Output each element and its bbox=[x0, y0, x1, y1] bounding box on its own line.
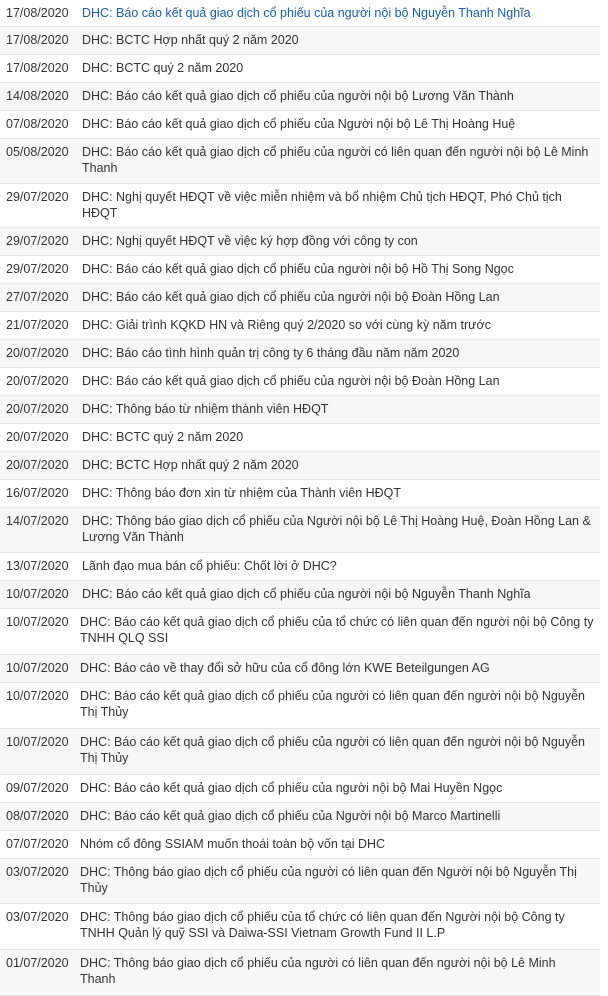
news-row[interactable] bbox=[0, 139, 600, 184]
news-date: 03/07/2020 bbox=[6, 865, 69, 879]
news-date: 08/07/2020 bbox=[6, 809, 69, 823]
news-row[interactable] bbox=[0, 184, 600, 228]
news-row[interactable] bbox=[0, 83, 600, 111]
news-title-link[interactable]: Lãnh đạo mua bán cổ phiếu: Chốt lời ở DHC? bbox=[82, 559, 337, 573]
news-title-link[interactable]: DHC: Nghị quyết HĐQT về việc miễn nhiệm và bổ nhiệm Chủ tịch HĐQT, Phó Chủ tịch HĐQT bbox=[82, 190, 562, 220]
news-date: 01/07/2020 bbox=[6, 956, 69, 970]
news-title-link[interactable]: DHC: Báo cáo kết quả giao dịch cổ phiếu của Người nội bộ Lê Thị Hoàng Huệ bbox=[82, 117, 516, 131]
news-title-link[interactable]: DHC: Thông báo đơn xin từ nhiệm của Thành viên HĐQT bbox=[82, 486, 402, 500]
news-row[interactable] bbox=[0, 904, 600, 950]
news-date: 09/07/2020 bbox=[6, 781, 69, 795]
news-row[interactable] bbox=[0, 775, 600, 803]
news-date: 10/07/2020 bbox=[6, 689, 69, 703]
news-title-link[interactable]: DHC: BCTC quý 2 năm 2020 bbox=[82, 61, 244, 75]
news-date: 27/07/2020 bbox=[6, 290, 69, 304]
news-date: 20/07/2020 bbox=[6, 430, 69, 444]
news-row[interactable] bbox=[0, 480, 600, 508]
news-row[interactable] bbox=[0, 111, 600, 139]
news-row[interactable] bbox=[0, 256, 600, 284]
news-title-link[interactable]: DHC: BCTC quý 2 năm 2020 bbox=[82, 430, 244, 444]
news-row[interactable] bbox=[0, 729, 600, 775]
news-title-link[interactable]: DHC: Báo cáo kết quả giao dịch cổ phiếu của người nội bộ Nguyễn Thanh Nghĩa bbox=[82, 6, 531, 20]
news-row[interactable] bbox=[0, 553, 600, 581]
news-title-link[interactable]: DHC: Thông báo giao dịch cổ phiếu của người có liên quan đến Người nội bộ Nguyễn Thị Thủy bbox=[80, 865, 577, 895]
news-row[interactable] bbox=[0, 424, 600, 452]
news-date: 20/07/2020 bbox=[6, 346, 69, 360]
news-title-link[interactable]: DHC: Báo cáo kết quả giao dịch cổ phiếu của người nội bộ Lương Văn Thành bbox=[82, 89, 514, 103]
news-row[interactable] bbox=[0, 368, 600, 396]
news-row[interactable] bbox=[0, 655, 600, 683]
news-title-link[interactable]: DHC: Báo cáo kết quả giao dịch cổ phiếu của người nội bộ Đoàn Hồng Lan bbox=[82, 290, 500, 304]
news-title-link[interactable]: DHC: Báo cáo kết quả giao dịch cổ phiếu của Người nội bộ Marco Martinelli bbox=[80, 809, 501, 823]
news-date: 16/07/2020 bbox=[6, 486, 69, 500]
news-row[interactable] bbox=[0, 340, 600, 368]
news-date: 17/08/2020 bbox=[6, 33, 69, 47]
news-date: 03/07/2020 bbox=[6, 910, 69, 924]
news-title-link[interactable]: DHC: Báo cáo tình hình quản trị công ty 6 tháng đầu năm năm 2020 bbox=[82, 346, 460, 360]
news-date: 13/07/2020 bbox=[6, 559, 69, 573]
news-date: 10/07/2020 bbox=[6, 615, 69, 629]
news-row[interactable] bbox=[0, 312, 600, 340]
news-title-link[interactable]: DHC: Thông báo giao dịch cổ phiếu của tổ chức có liên quan đến Người nội bộ Công ty TNHH Quản lý quỹ SSI và Daiwa-SSI Vietnam Growth Fund II L.P bbox=[80, 910, 565, 940]
news-title-link[interactable]: DHC: Báo cáo kết quả giao dịch cổ phiếu của người có liên quan đến người nội bộ Lê Minh Thanh bbox=[82, 145, 589, 175]
news-date: 10/07/2020 bbox=[6, 661, 69, 675]
news-date: 29/07/2020 bbox=[6, 234, 69, 248]
news-row[interactable] bbox=[0, 396, 600, 424]
news-row[interactable] bbox=[0, 508, 600, 553]
news-title-link[interactable]: DHC: Nghị quyết HĐQT về việc ký hợp đồng với công ty con bbox=[82, 234, 418, 248]
news-row[interactable] bbox=[0, 683, 600, 729]
news-date: 10/07/2020 bbox=[6, 587, 69, 601]
news-date: 10/07/2020 bbox=[6, 735, 69, 749]
news-row[interactable] bbox=[0, 609, 600, 655]
news-title-link[interactable]: DHC: Báo cáo kết quả giao dịch cổ phiếu của người có liên quan đến người nội bộ Nguyễn Thị Thủy bbox=[80, 735, 585, 765]
news-title-link[interactable]: DHC: Thông báo giao dịch cổ phiếu của Người nội bộ Lê Thị Hoàng Huệ, Đoàn Hồng Lan & Lương Văn Thành bbox=[82, 514, 591, 544]
news-date: 14/07/2020 bbox=[6, 514, 69, 528]
news-title-link[interactable]: DHC: Báo cáo kết quả giao dịch cổ phiếu của người nội bộ Mai Huyền Ngọc bbox=[80, 781, 503, 795]
news-title-link[interactable]: DHC: Báo cáo kết quả giao dịch cổ phiếu của người nội bộ Nguyễn Thanh Nghĩa bbox=[82, 587, 531, 601]
news-row[interactable] bbox=[0, 803, 600, 831]
news-row[interactable] bbox=[0, 452, 600, 480]
news-date: 17/08/2020 bbox=[6, 61, 69, 75]
news-date: 20/07/2020 bbox=[6, 374, 69, 388]
news-title-link[interactable]: DHC: Giải trình KQKD HN và Riêng quý 2/2020 so với cùng kỳ năm trước bbox=[82, 318, 491, 332]
news-title-link[interactable]: DHC: BCTC Hợp nhất quý 2 năm 2020 bbox=[82, 33, 299, 47]
news-row[interactable] bbox=[0, 284, 600, 312]
news-date: 29/07/2020 bbox=[6, 190, 69, 204]
news-title-link[interactable]: DHC: Báo cáo kết quả giao dịch cổ phiếu của tổ chức có liên quan đến người nội bộ Công ty TNHH QLQ SSI bbox=[80, 615, 594, 645]
news-title-link[interactable]: DHC: Báo cáo kết quả giao dịch cổ phiếu của người nội bộ Hồ Thị Song Ngọc bbox=[82, 262, 514, 276]
news-date: 07/07/2020 bbox=[6, 837, 69, 851]
news-date: 07/08/2020 bbox=[6, 117, 69, 131]
news-row[interactable] bbox=[0, 228, 600, 256]
news-date: 17/08/2020 bbox=[6, 6, 69, 20]
news-row[interactable] bbox=[0, 859, 600, 904]
news-date: 05/08/2020 bbox=[6, 145, 69, 159]
news-date: 21/07/2020 bbox=[6, 318, 69, 332]
news-row[interactable] bbox=[0, 55, 600, 83]
news-date: 20/07/2020 bbox=[6, 458, 69, 472]
news-date: 20/07/2020 bbox=[6, 402, 69, 416]
news-date: 29/07/2020 bbox=[6, 262, 69, 276]
news-row[interactable] bbox=[0, 831, 600, 859]
news-title-link[interactable]: DHC: Thông báo giao dịch cổ phiếu của người có liên quan đến người nội bộ Lê Minh Thanh bbox=[80, 956, 556, 986]
news-title-link[interactable]: DHC: Báo cáo kết quả giao dịch cổ phiếu của người có liên quan đến người nội bộ Nguyễn Thị Thủy bbox=[80, 689, 585, 719]
news-title-link[interactable]: Nhóm cổ đông SSIAM muốn thoái toàn bộ vốn tại DHC bbox=[80, 837, 386, 851]
news-date: 14/08/2020 bbox=[6, 89, 69, 103]
news-title-link[interactable]: DHC: Báo cáo về thay đổi sở hữu của cổ đông lớn KWE Beteilgungen AG bbox=[80, 661, 490, 675]
news-row[interactable] bbox=[0, 0, 600, 27]
news-row[interactable] bbox=[0, 27, 600, 55]
news-row[interactable] bbox=[0, 950, 600, 996]
news-title-link[interactable]: DHC: BCTC Hợp nhất quý 2 năm 2020 bbox=[82, 458, 299, 472]
news-title-link[interactable]: DHC: Thông báo từ nhiệm thành viên HĐQT bbox=[82, 402, 329, 416]
news-title-link[interactable]: DHC: Báo cáo kết quả giao dịch cổ phiếu của người nội bộ Đoàn Hồng Lan bbox=[82, 374, 500, 388]
news-row[interactable] bbox=[0, 581, 600, 609]
